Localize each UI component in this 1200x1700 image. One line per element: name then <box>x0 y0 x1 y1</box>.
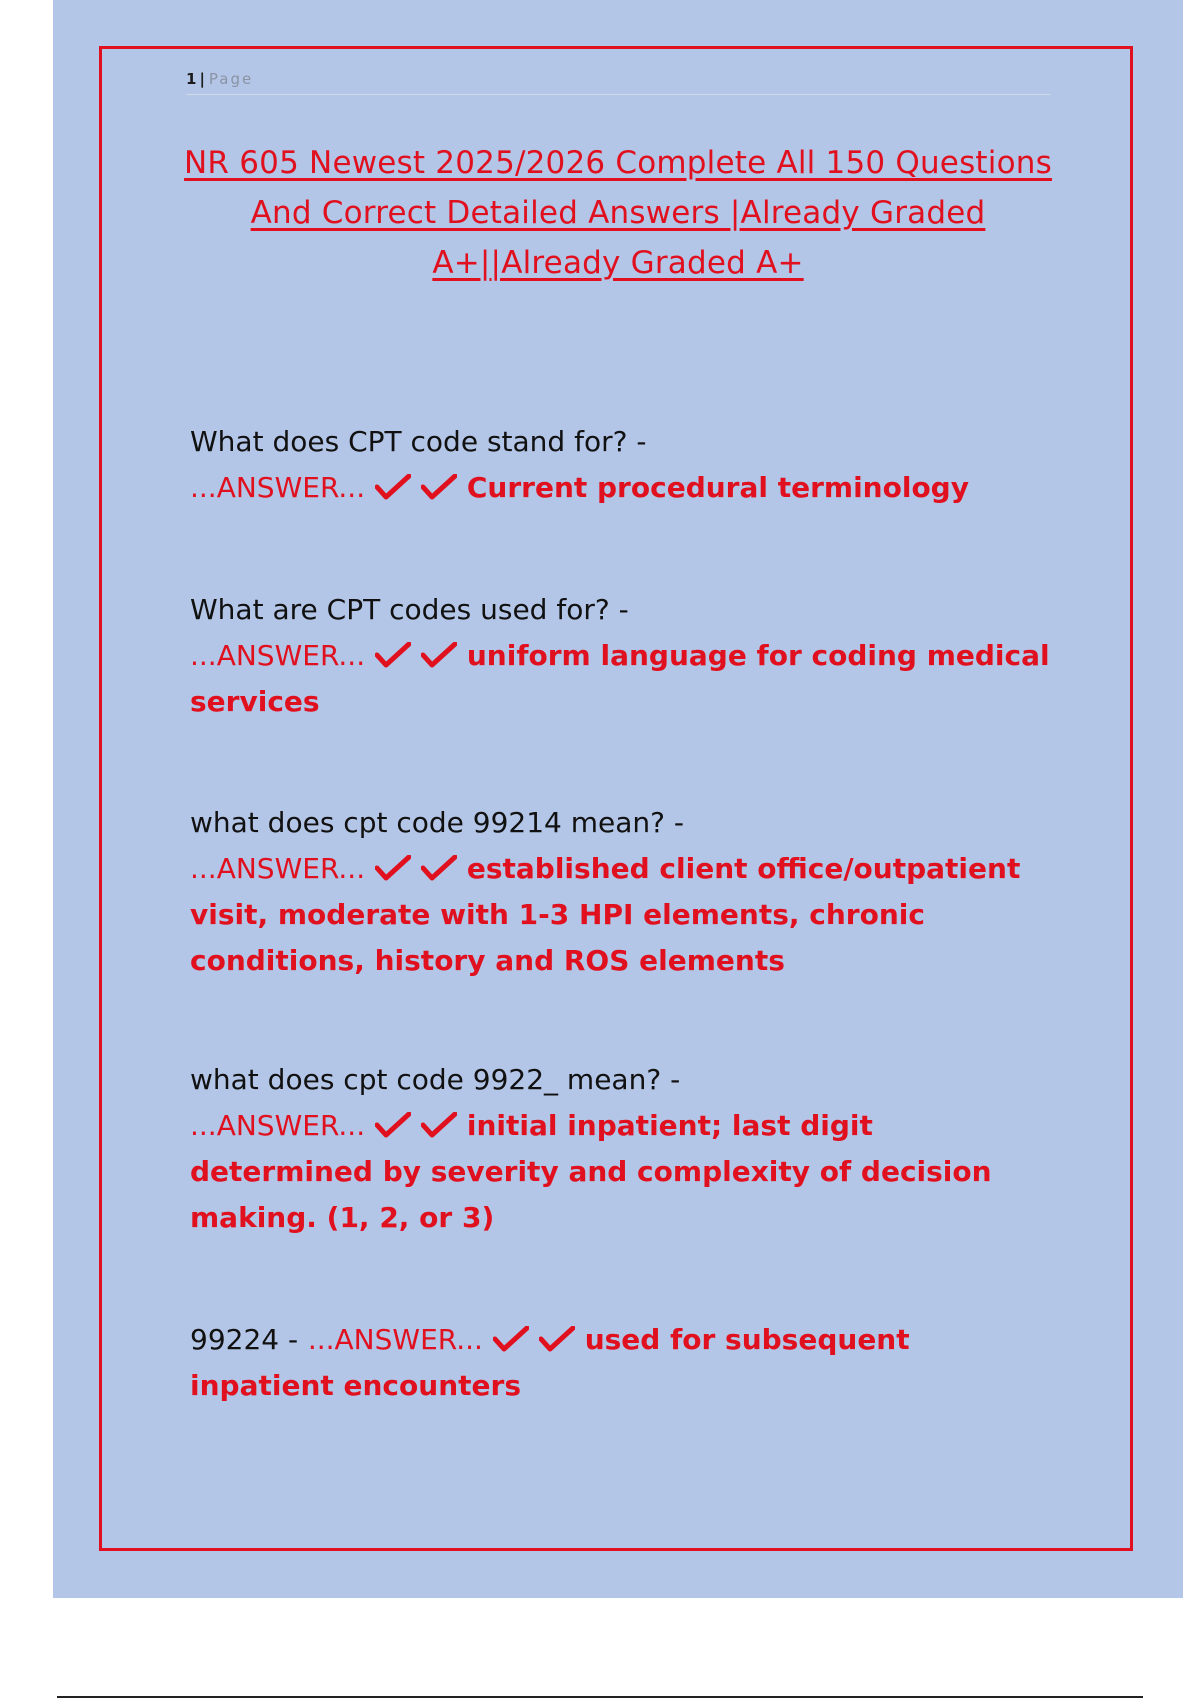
answer-block <box>190 465 1060 511</box>
answer-text: established client office/outpatient visit, moderate with 1-3 HPI elements, chronic conditions, history and ROS elements <box>190 852 1021 977</box>
qa-item <box>190 800 1060 984</box>
qa-item <box>190 419 1060 511</box>
document-title: NR 605 Newest 2025/2026 Complete All 150 Questions And Correct Detailed Answers |Already Graded A+||Already Graded A+ <box>184 145 1052 281</box>
answer-text: used for subsequent inpatient encounters <box>190 1323 910 1402</box>
question-text: What does CPT code stand for? - <box>190 425 647 458</box>
answer-block <box>190 1103 1060 1241</box>
question-text: 99224 - <box>190 1323 299 1356</box>
check-icon <box>421 642 457 668</box>
page-separator: | <box>199 70 205 88</box>
check-icon <box>493 1326 529 1352</box>
check-icon <box>375 855 411 881</box>
check-icon <box>375 474 411 500</box>
answer-text: initial inpatient; last digit determined by severity and complexity of decision making. (1, 2, or 3) <box>190 1109 992 1234</box>
question-text: what does cpt code 9922_ mean? - <box>190 1063 681 1096</box>
question-text: what does cpt code 99214 mean? - <box>190 806 685 839</box>
check-icon <box>375 1112 411 1138</box>
answer-label: ...ANSWER... <box>190 639 366 672</box>
answer-block <box>190 846 1060 984</box>
page-header <box>186 70 1050 95</box>
check-icon <box>421 855 457 881</box>
answer-block <box>190 1317 1060 1409</box>
answer-label: ...ANSWER... <box>190 852 366 885</box>
answer-text: uniform language for coding medical services <box>190 639 1050 718</box>
answer-label: ...ANSWER... <box>190 1109 366 1142</box>
qa-item <box>190 1057 1060 1241</box>
answer-label: ...ANSWER... <box>190 471 366 504</box>
answer-label: ...ANSWER... <box>307 1323 483 1356</box>
qa-item <box>190 1317 1060 1409</box>
check-icon <box>421 1112 457 1138</box>
qa-item <box>190 587 1060 725</box>
check-icon <box>375 642 411 668</box>
page-label: Page <box>208 70 254 88</box>
answer-text: Current procedural terminology <box>466 471 969 504</box>
page-number: 1 <box>186 70 197 88</box>
answer-block <box>190 633 1060 725</box>
check-icon <box>421 474 457 500</box>
bottom-divider <box>57 1696 1143 1698</box>
question-text: What are CPT codes used for? - <box>190 593 629 626</box>
check-icon <box>539 1326 575 1352</box>
